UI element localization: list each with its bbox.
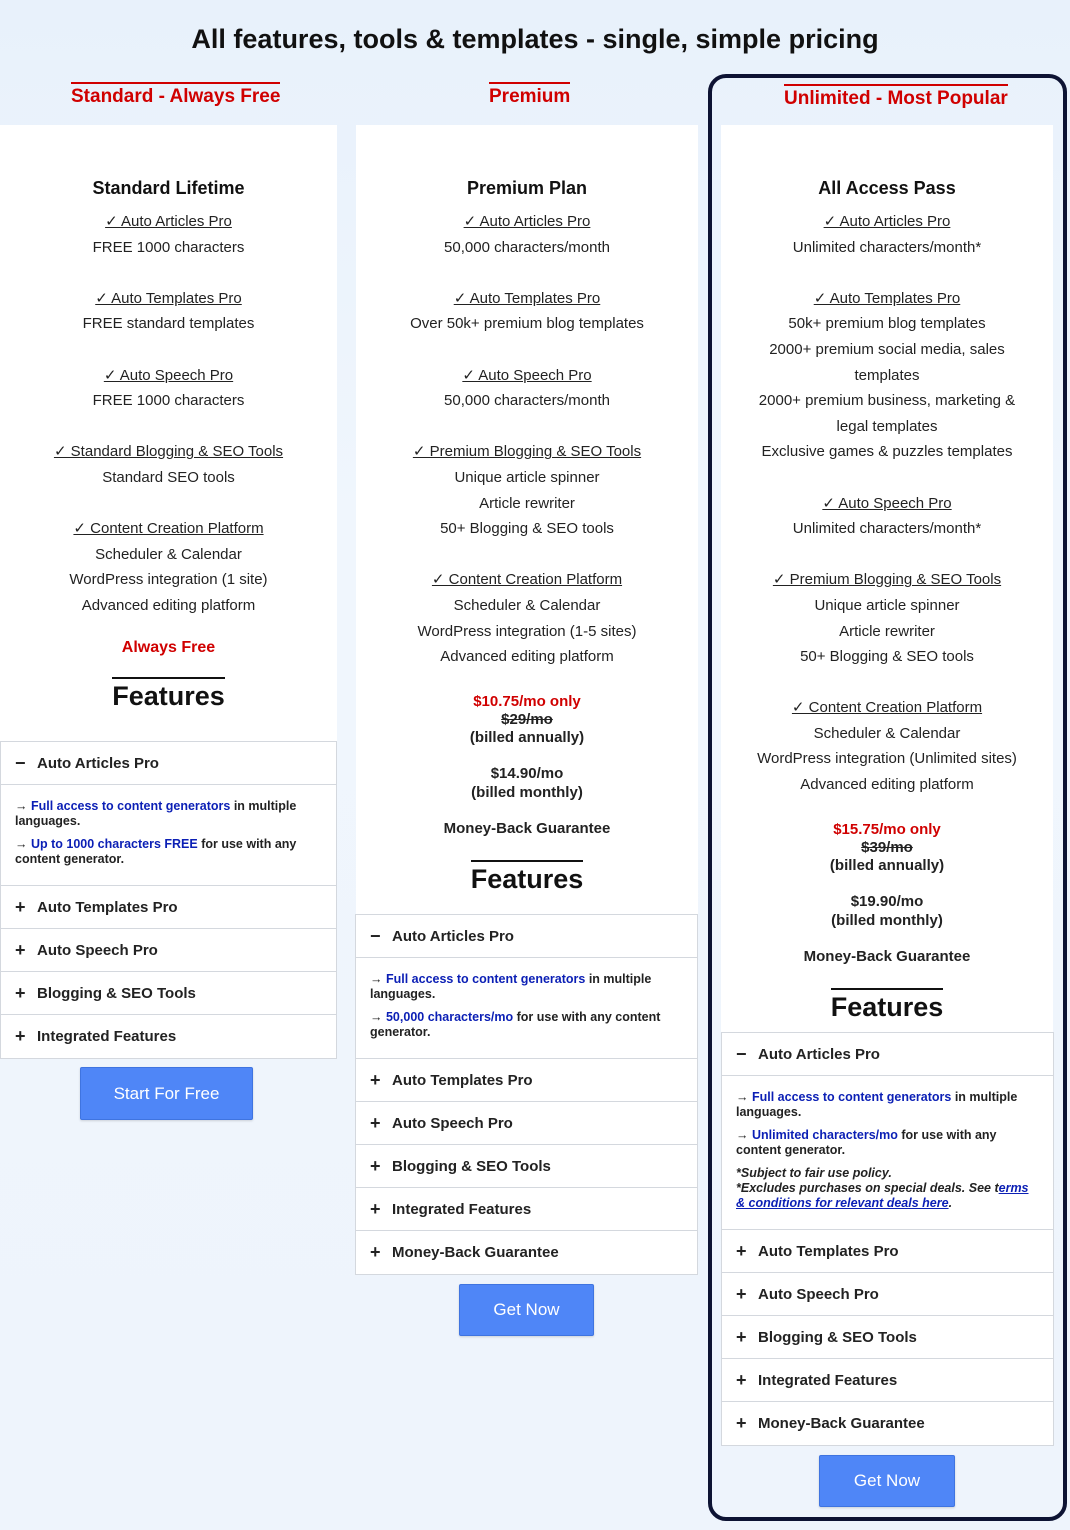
monthly-price: $14.90/mo <box>490 764 564 782</box>
feature-detail: 2000+ premium business, marketing & <box>758 392 1016 410</box>
feature-title-link[interactable]: ✓ Content Creation Platform <box>73 520 264 538</box>
feature-detail: Unique article spinner <box>814 596 960 614</box>
plan-card-standard <box>0 125 337 742</box>
minus-icon: − <box>736 1043 747 1064</box>
accordion-item[interactable]: + Auto Speech Pro <box>1 929 336 972</box>
feature-title-link[interactable]: ✓ Auto Articles Pro <box>105 213 232 230</box>
features-title: Features <box>112 677 225 711</box>
get-now-button-unlimited[interactable]: Get Now <box>819 1455 955 1507</box>
accordion-item[interactable]: + Blogging & SEO Tools <box>1 972 336 1015</box>
feature-detail: Article rewriter <box>839 622 935 640</box>
accordion-item[interactable]: + Blogging & SEO Tools <box>356 1145 697 1188</box>
highlight-text: Full access to content generators <box>751 1090 952 1104</box>
plus-icon: + <box>736 1326 747 1347</box>
feature-detail: Scheduler & Calendar <box>95 545 242 563</box>
feature-detail: FREE 1000 characters <box>92 238 245 256</box>
feature-detail: WordPress integration (1 site) <box>69 571 268 589</box>
plus-icon: + <box>370 1069 381 1090</box>
feature-detail: Advanced editing platform <box>440 648 614 666</box>
plan-name: All Access Pass <box>818 178 956 198</box>
feature-title-link[interactable]: ✓ Auto Templates Pro <box>453 289 601 307</box>
feature-detail: 50,000 characters/month <box>444 238 610 256</box>
features-title: Features <box>831 988 944 1022</box>
feature-title-link[interactable]: ✓ Auto Templates Pro <box>813 289 961 307</box>
original-price: $29/mo <box>501 710 553 728</box>
feature-title-link[interactable]: ✓ Premium Blogging & SEO Tools <box>412 443 642 461</box>
feature-detail: Standard SEO tools <box>102 468 235 486</box>
sale-price: $15.75/mo only <box>833 820 941 838</box>
features-accordion-premium <box>355 914 698 1275</box>
minus-icon: − <box>15 752 26 773</box>
accordion-item[interactable]: + Money-Back Guarantee <box>370 1242 559 1262</box>
sale-price: $10.75/mo only <box>473 692 581 710</box>
plus-icon: + <box>370 1112 381 1133</box>
billing-note: (billed annually) <box>469 728 585 746</box>
accordion-item[interactable]: + Money-Back Guarantee <box>736 1413 925 1433</box>
feature-title-link[interactable]: ✓ Auto Speech Pro <box>103 366 234 384</box>
features-accordion-standard <box>0 741 337 1059</box>
feature-title-link[interactable]: ✓ Standard Blogging & SEO Tools <box>53 443 284 461</box>
accordion-item[interactable]: + Auto Templates Pro <box>722 1230 1053 1273</box>
always-free-label: Always Free <box>121 638 216 656</box>
plus-icon: + <box>370 1198 381 1219</box>
accordion-header-open[interactable]: − Auto Articles Pro <box>1 742 336 785</box>
plan-name: Standard Lifetime <box>92 178 245 198</box>
accordion-item[interactable]: + Integrated Features <box>15 1026 177 1046</box>
get-now-button-premium[interactable]: Get Now <box>459 1284 594 1336</box>
feature-detail: WordPress integration (1-5 sites) <box>417 622 637 640</box>
feature-detail: 2000+ premium social media, sales <box>769 340 1005 358</box>
feature-title-link[interactable]: ✓ Auto Templates Pro <box>95 289 242 307</box>
feature-title-link[interactable]: ✓ Auto Speech Pro <box>462 366 592 384</box>
feature-detail: 50+ Blogging & SEO tools <box>800 648 974 666</box>
highlight-text: 50,000 characters/mo <box>385 1010 514 1024</box>
feature-detail: Unlimited characters/month* <box>792 238 982 256</box>
features-accordion-unlimited <box>721 1032 1054 1446</box>
feature-detail: Over 50k+ premium blog templates <box>410 315 644 333</box>
features-title: Features <box>471 860 584 894</box>
plan-heading-unlimited: Unlimited - Most Popular <box>784 84 1008 110</box>
plan-card-premium <box>356 125 698 915</box>
accordion-item[interactable]: + Auto Templates Pro <box>1 886 336 929</box>
accordion-item[interactable]: + Blogging & SEO Tools <box>722 1316 1053 1359</box>
plus-icon: + <box>370 1155 381 1176</box>
feature-detail: Article rewriter <box>479 494 575 512</box>
plan-heading-premium: Premium <box>489 82 570 108</box>
accordion-item[interactable]: + Auto Speech Pro <box>722 1273 1053 1316</box>
plus-icon: + <box>736 1240 747 1261</box>
monthly-price: $19.90/mo <box>850 892 924 910</box>
plus-icon: + <box>15 1026 26 1046</box>
plus-icon: + <box>15 982 26 1003</box>
feature-title-link[interactable]: ✓ Auto Articles Pro <box>823 213 951 230</box>
feature-title-link[interactable]: ✓ Premium Blogging & SEO Tools <box>772 571 1002 589</box>
highlight-text: Up to 1000 characters FREE <box>30 837 198 851</box>
accordion-panel: → Full access to content generators in multiple languages. → Up to 1000 characters FREE for use with any content generator. <box>1 785 336 886</box>
page-title: All features, tools & templates - single, simple pricing <box>191 24 879 54</box>
accordion-item[interactable]: + Integrated Features <box>356 1188 697 1231</box>
guarantee-label: Money-Back Guarantee <box>803 947 971 965</box>
feature-detail: 50+ Blogging & SEO tools <box>440 520 614 538</box>
feature-detail: legal templates <box>836 417 938 435</box>
highlight-text: Unlimited characters/mo <box>751 1128 898 1142</box>
feature-detail: WordPress integration (Unlimited sites) <box>757 750 1017 768</box>
accordion-item[interactable]: + Auto Speech Pro <box>356 1102 697 1145</box>
plus-icon: + <box>736 1369 747 1390</box>
feature-detail: Advanced editing platform <box>800 776 974 794</box>
feature-detail: Exclusive games & puzzles templates <box>761 443 1013 461</box>
feature-title-link[interactable]: ✓ Content Creation Platform <box>791 699 983 717</box>
original-price: $39/mo <box>861 838 913 856</box>
feature-title-link[interactable]: ✓ Auto Articles Pro <box>463 213 591 230</box>
plus-icon: + <box>370 1242 381 1262</box>
fair-use-note: *Subject to fair use policy. <box>736 1166 892 1180</box>
feature-title-link[interactable]: ✓ Content Creation Platform <box>431 571 623 589</box>
feature-detail: Scheduler & Calendar <box>813 724 961 742</box>
feature-detail: Advanced editing platform <box>81 596 256 614</box>
accordion-header-open[interactable]: − Auto Articles Pro <box>356 915 697 958</box>
feature-detail: Unlimited characters/month* <box>792 520 982 538</box>
billing-note: (billed annually) <box>829 856 945 874</box>
accordion-panel: → Full access to content generators in multiple languages. → 50,000 characters/mo for use with any content generator. <box>356 958 697 1059</box>
feature-detail: Unique article spinner <box>454 468 600 486</box>
minus-icon: − <box>370 925 381 946</box>
plan-name: Premium Plan <box>466 178 588 198</box>
billing-note: (billed monthly) <box>471 783 583 801</box>
feature-title-link[interactable]: ✓ Auto Speech Pro <box>822 494 952 512</box>
plus-icon: + <box>736 1283 747 1304</box>
accordion-item[interactable]: + Integrated Features <box>722 1359 1053 1402</box>
feature-detail: FREE 1000 characters <box>92 392 245 410</box>
feature-detail: 50k+ premium blog templates <box>788 315 986 333</box>
highlight-text: Full access to content generators <box>30 799 231 813</box>
guarantee-label: Money-Back Guarantee <box>443 819 611 837</box>
accordion-item[interactable]: + Auto Templates Pro <box>356 1059 697 1102</box>
plus-icon: + <box>15 896 26 917</box>
billing-note: (billed monthly) <box>831 911 943 929</box>
plus-icon: + <box>736 1413 747 1433</box>
feature-detail: FREE standard templates <box>82 315 255 333</box>
accordion-header-open[interactable]: − Auto Articles Pro <box>722 1033 1053 1076</box>
plan-heading-standard: Standard - Always Free <box>71 82 280 108</box>
highlight-text: Full access to content generators <box>385 972 586 986</box>
plus-icon: + <box>15 939 26 960</box>
accordion-panel: → Full access to content generators in multiple languages. → Unlimited characters/mo for use with any content generator. *Subject to fair use policy. *Excludes purchases on special deals. See terms & conditions for relevant deals here. <box>722 1076 1053 1230</box>
start-for-free-button[interactable]: Start For Free <box>80 1067 253 1120</box>
terms-link[interactable]: erms & conditions for relevant deals here <box>736 1181 1029 1210</box>
plan-card-unlimited <box>721 125 1053 1033</box>
feature-detail: 50,000 characters/month <box>444 392 610 410</box>
feature-detail: Scheduler & Calendar <box>453 596 601 614</box>
feature-detail: templates <box>854 366 920 384</box>
